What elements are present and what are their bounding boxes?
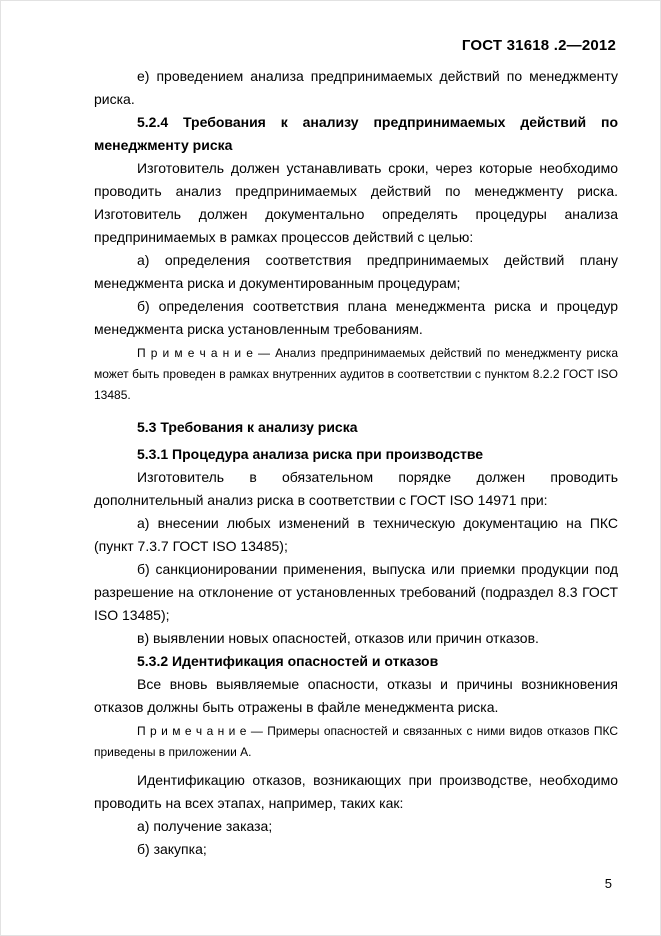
paragraph-item-b-purchase: б) закупка; — [137, 841, 207, 857]
document-body — [94, 65, 618, 861]
doc-header-gost-number: ГОСТ 31618 .2—2012 — [461, 37, 616, 54]
heading-5-3-2: 5.3.2 Идентификация опасностей и отказов — [137, 653, 439, 669]
paragraph-failure-identification: Идентификацию отказов, возникающих при производстве, необходимо проводить на всех этапах, например, таких как: — [94, 772, 618, 811]
paragraph-item-a-order: а) получение заказа; — [137, 818, 273, 834]
paragraph-manufacturer-terms: Изготовитель должен устанавливать сроки, через которые необходимо проводить анализ предпринимаемых действий по менеджменту риска. Изготовитель должен документально определять процедуры анализа предпринимаемых в рамках процессов действий с целью: — [94, 160, 618, 245]
paragraph-item-b-compliance: б) определения соответствия плана менеджмента риска и процедур менеджмента риска установленным требованиям. — [94, 298, 618, 337]
paragraph-additional-risk-analysis: Изготовитель в обязательном порядке должен проводить дополнительный анализ риска в соответствии с ГОСТ ISO 14971 при: — [94, 469, 618, 508]
paragraph-item-v-new-hazards: в) выявлении новых опасностей, отказов или причин отказов. — [137, 630, 539, 646]
paragraph-item-a-changes: а) внесении любых изменений в техническую документацию на ПКС (пункт 7.3.7 ГОСТ ISO 13485); — [94, 515, 618, 554]
page-number: 5 — [604, 876, 612, 891]
paragraph-item-b-deviation: б) санкционировании применения, выпуска или приемки продукции под разрешение на отклонение от установленных требований (подраздел 8.3 ГОСТ ISO 13485); — [94, 561, 618, 623]
paragraph-risk-file: Все вновь выявляемые опасности, отказы и причины возникновения отказов должны быть отражены в файле менеджмента риска. — [94, 676, 618, 715]
note-internal-audits: П р и м е ч а н и е — Анализ предпринимаемых действий по менеджменту риска может быть проведен в рамках внутренних аудитов в соответствии с пунктом 8.2.2 ГОСТ ISO 13485. — [94, 346, 618, 402]
heading-5-3-1: 5.3.1 Процедура анализа риска при производстве — [137, 446, 484, 462]
paragraph-item-e: е) проведением анализа предпринимаемых действий по менеджменту риска. — [94, 68, 618, 107]
paragraph-item-a-compliance: а) определения соответствия предпринимаемых действий плану менеджмента риска и документированным процедурам; — [94, 252, 618, 291]
heading-5-3: 5.3 Требования к анализу риска — [137, 419, 358, 435]
heading-5-2-4: 5.2.4 Требования к анализу предпринимаемых действий по менеджменту риска — [94, 114, 618, 153]
note-appendix-a: П р и м е ч а н и е — Примеры опасностей и связанных с ними видов отказов ПКС приведены в приложении А. — [94, 724, 618, 759]
